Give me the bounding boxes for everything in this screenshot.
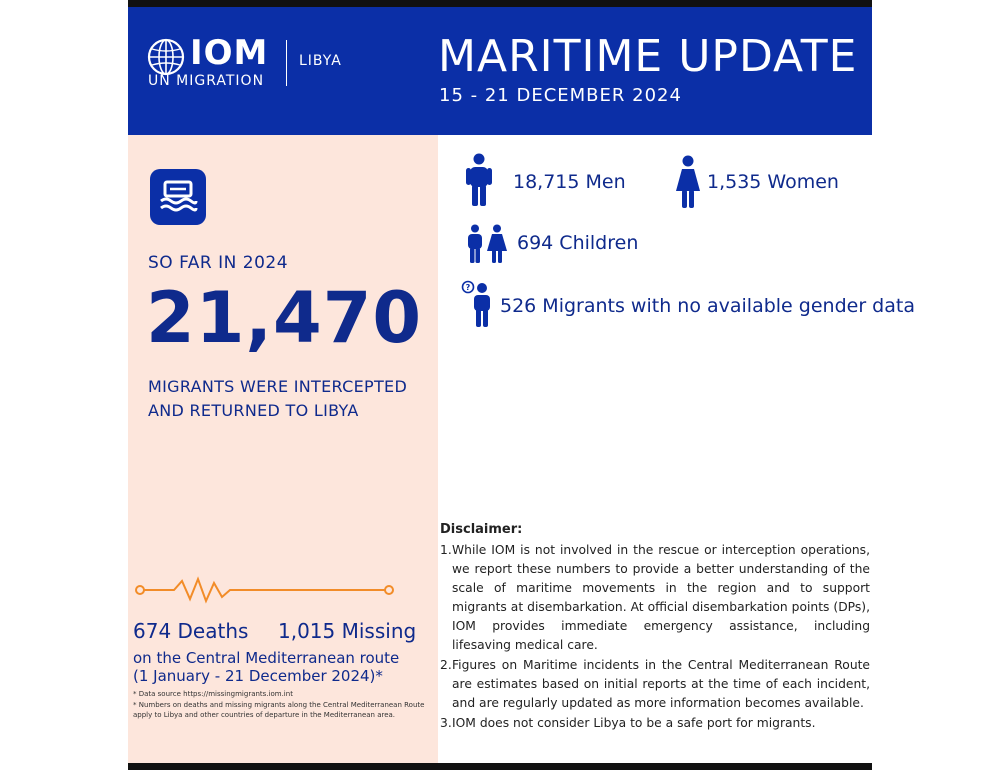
disclaimer-title: Disclaimer: [440, 522, 523, 537]
disclaimer-item-text: IOM does not consider Libya to be a safe port for migrants. [452, 716, 816, 730]
man-icon [464, 153, 494, 207]
unknown-person-icon [460, 280, 496, 328]
women-count: 1,535 Women [707, 171, 839, 193]
route-line-1: on the Central Mediterranean route [133, 649, 400, 667]
boat-badge [150, 169, 206, 225]
intercepted-line-2: AND RETURNED TO LIBYA [148, 401, 359, 420]
header-divider [286, 40, 287, 86]
date-range: 15 - 21 DECEMBER 2024 [439, 85, 682, 106]
unknown-gender-count: 526 Migrants with no available gender data [500, 295, 915, 317]
children-count: 694 Children [517, 232, 639, 254]
page-title: MARITIME UPDATE [438, 31, 858, 82]
country-label: LIBYA [299, 53, 342, 69]
so-far-label: SO FAR IN 2024 [148, 253, 289, 273]
men-count: 18,715 Men [513, 171, 626, 193]
disclaimer-item-text: While IOM is not involved in the rescue or interception operations, we report these numbers to provide a better understanding of the scale of maritime movements in the region and to support migrants at disembarkation. At official disembarkation points (DPs), IOM provides immediate emergency assistance, including lifesaving medical care. [452, 543, 870, 652]
header-banner [128, 7, 872, 135]
summary-panel [128, 135, 438, 763]
footnote-source: * Data source https://missingmigrants.iom.int [133, 690, 293, 698]
disclaimer-item-text: Figures on Maritime incidents in the Central Mediterranean Route are estimates based on initial reports at the time of each incident, and are regularly updated as more information becomes available. [452, 658, 870, 710]
logo-text: IOM [190, 33, 269, 73]
logo-subtext: UN MIGRATION [148, 73, 265, 89]
top-border [128, 0, 872, 7]
deaths-count: 674 Deaths [133, 619, 249, 643]
disclaimer-item [440, 541, 870, 655]
disclaimer [440, 522, 870, 734]
footnote-scope: * Numbers on deaths and missing migrants along the Central Mediterranean Route apply to Libya and other countries of departure in the Mediterranean area. [133, 701, 425, 719]
missing-count: 1,015 Missing [278, 619, 417, 643]
total-intercepted: 21,470 [146, 277, 423, 359]
disclaimer-item [440, 656, 870, 713]
boat-icon [150, 169, 206, 225]
svg-text:?: ? [465, 283, 471, 292]
disclaimer-item [440, 714, 870, 733]
route-line-2: (1 January - 21 December 2024)* [133, 667, 383, 685]
intercepted-caption [148, 375, 407, 423]
globe-logo-icon [146, 37, 186, 77]
disclaimer-item-number: 3. [440, 716, 452, 730]
intercepted-line-1: MIGRANTS WERE INTERCEPTED [148, 377, 408, 396]
disclaimer-item-number: 2. [440, 658, 452, 672]
children-icon [464, 224, 510, 264]
bottom-border [128, 763, 872, 770]
pulse-line-icon [134, 575, 394, 605]
disclaimer-item-number: 1. [440, 543, 452, 557]
woman-icon [674, 155, 702, 209]
